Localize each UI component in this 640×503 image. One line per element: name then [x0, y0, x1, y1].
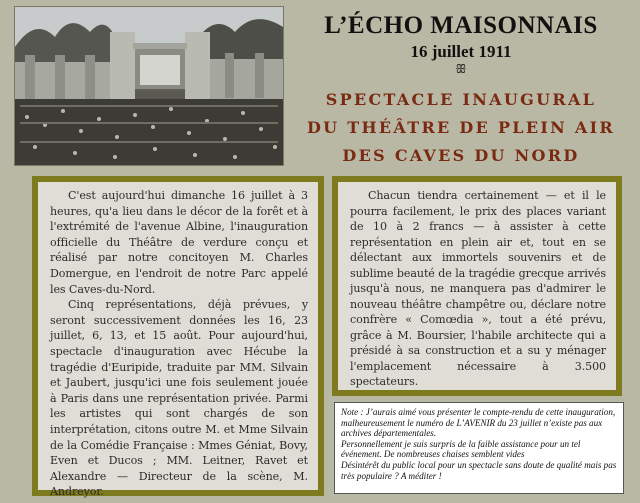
- headline-line-1: SPECTACLE INAUGURAL: [325, 90, 597, 109]
- journal-title: L’ÉCHO MAISONNAIS: [324, 12, 598, 39]
- article-paragraph: Cinq représentations, déjà prévues, y seront successivement données les 16, 23 juillet, 6, 13, et 15 août. Pour aujourd'hui, spectacle d'inauguration avec Hécube la tragédie d'Euripide, traduite par MM. Silvain et Jaubert, jusqu'ici une fois seulement jouée à Paris dans une représentation privée. Parmi les artistes qui sont chargés de son interprétation, citons outre M. et Mme Silvain de la Comédie Française : Mmes Géniat, Bovy, Even et Ducos ; MM. Leitner, Ravet et Alexandre — Directeur de la scène, M. Andreyor.: [50, 298, 308, 499]
- ornament-icon: ꕥ: [455, 62, 467, 76]
- article-column-left: [32, 176, 324, 499]
- article-paragraph: C'est aujourd'hui dimanche 16 juillet à 3 heures, qu'a lieu dans le décor de la forêt et à l'extrémité de l'avenue Albine, l'inauguration officielle du Théâtre de verdure conçu et réalisé par notre concitoyen M. Charles Domergue, en l'endroit de notre Parc appelé les Caves-du-Nord.: [50, 189, 308, 296]
- issue-date: 16 juillet 1911: [410, 42, 512, 61]
- editor-note: [334, 402, 624, 494]
- theatre-photo: [14, 6, 284, 166]
- article-column-right: [332, 176, 622, 396]
- headline-line-2: DU THÉÂTRE DE PLEIN AIR: [306, 118, 616, 137]
- note-line: Note : J’aurais aimé vous présenter le compte-rendu de cette inauguration, malheureusement le numéro de L’AVENIR du 23 juillet n’existe pas aux archives départementales.: [341, 407, 616, 439]
- note-line: Personnellement je suis surpris de la faible assistance pour un tel événement. De nombreuses chaises semblent vides: [341, 438, 581, 460]
- article-paragraph: Chacun tiendra certainement — et il le pourra facilement, le prix des places variant de 10 à 2 francs — à assister à cette représentation en plein air et, tout en se délectant aux immortels souvenirs et de sublime beauté de la tragédie grecque arrivés jusqu'à nous, ne manquera pas d'admirer le nouveau théâtre champêtre ou, déclare notre confrère « Comœdia », tout a été prévu, grâce à M. Boursier, l'habile architecte qui a présidé à sa construction et a su y ménager l'emplacement nécessaire à 3.500 spectateurs.: [350, 189, 606, 388]
- photo-theatre-icon: [15, 7, 283, 165]
- headline: [296, 86, 626, 170]
- headline-line-3: DES CAVES DU NORD: [342, 146, 580, 165]
- note-line: Désintérêt du public local pour un spectacle sans doute de qualité mais pas très populaire ? A méditer !: [341, 459, 617, 481]
